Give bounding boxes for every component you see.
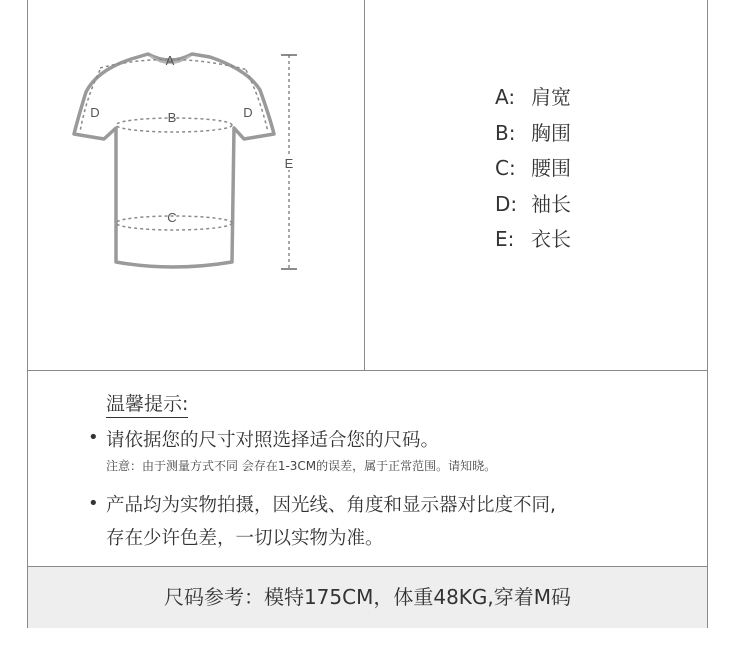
bullet-2: • (88, 493, 99, 514)
legend-name: 袖长 (531, 191, 571, 216)
legend-row (495, 116, 571, 152)
label-d-right: D (243, 105, 253, 120)
legend-name: 肩宽 (531, 85, 571, 109)
vertical-divider (364, 0, 365, 370)
legend-row (495, 187, 571, 223)
label-b: B (167, 110, 177, 125)
bullet-1: • (88, 427, 99, 448)
legend-row (495, 222, 571, 258)
model-reference-text: 尺码参考：模特175CM，体重48KG,穿着M码 (163, 585, 572, 609)
legend-name: 腰围 (531, 156, 571, 180)
horizontal-divider (27, 370, 708, 371)
tshirt-measurement-diagram (60, 40, 320, 285)
model-reference-bar (28, 566, 707, 628)
label-c: C (167, 210, 177, 225)
legend-letter: C: (495, 156, 516, 180)
legend-row (495, 80, 571, 116)
measurement-legend (495, 80, 571, 258)
label-d-left: D (90, 105, 100, 120)
legend-letter: E: (495, 227, 515, 251)
tip-item-2-line-2: 存在少许色差，一切以实物为准。 (106, 528, 384, 549)
tshirt-outline (74, 54, 274, 267)
tip-note: 注意：由于测量方式不同 会存在1-3CM的误差，属于正常范围。请知晓。 (106, 459, 497, 473)
tip-item-1: 请依据您的尺寸对照选择适合您的尺码。 (106, 430, 440, 451)
legend-row (495, 151, 571, 187)
label-e: E (284, 156, 294, 171)
label-a: A (165, 53, 175, 68)
tips-title: 温馨提示: (106, 392, 188, 418)
legend-letter: B: (495, 120, 516, 145)
legend-letter: D: (495, 191, 518, 216)
legend-letter: A: (495, 85, 516, 109)
legend-name: 胸围 (531, 120, 571, 145)
tip-item-2-line-1: 产品均为实物拍摄，因光线、角度和显示器对比度不同, (106, 495, 556, 516)
legend-name: 衣长 (531, 227, 571, 251)
